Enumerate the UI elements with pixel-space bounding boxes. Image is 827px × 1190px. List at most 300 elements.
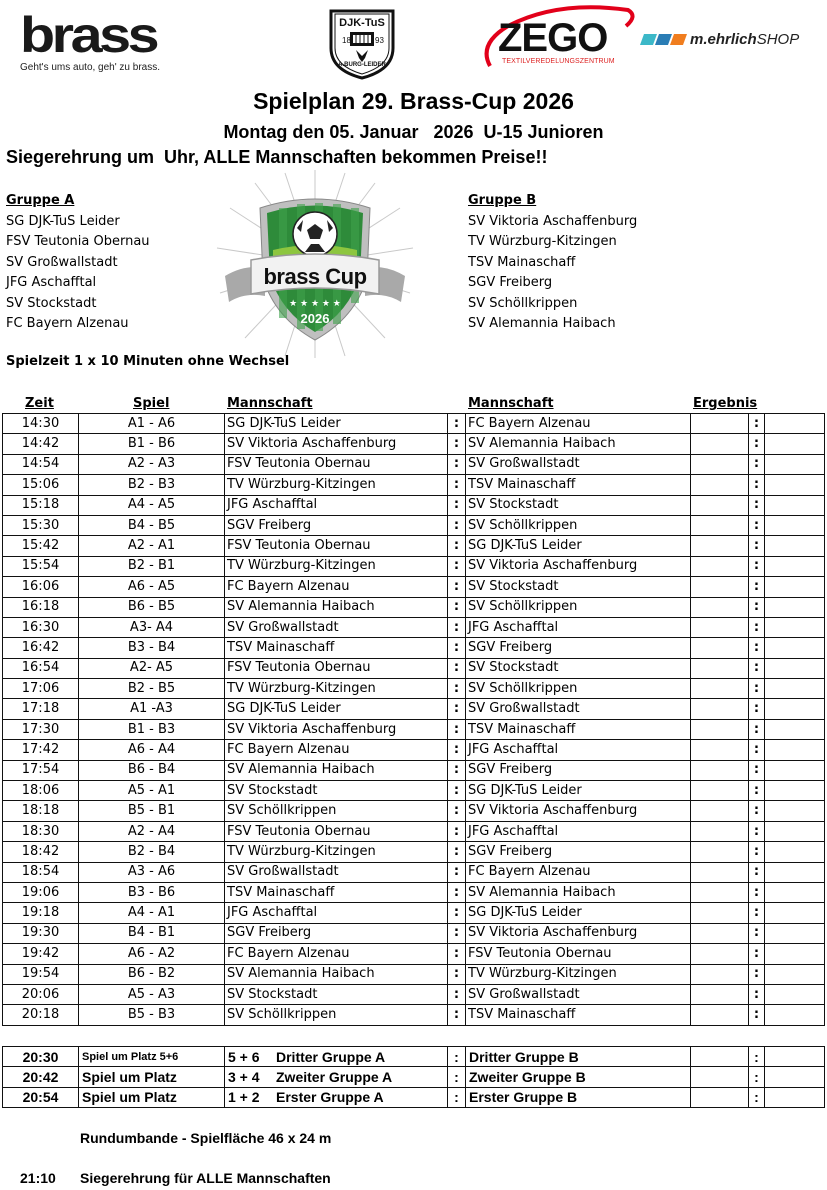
- away-score-cell[interactable]: [765, 638, 825, 658]
- match-pairing: A1 -A3: [79, 699, 225, 719]
- away-team: JFG Aschafftal: [466, 617, 691, 637]
- home-team: SV Großwallstadt: [225, 617, 448, 637]
- vs-separator: :: [448, 556, 466, 576]
- away-score-cell[interactable]: [765, 495, 825, 515]
- away-team: JFG Aschafftal: [466, 740, 691, 760]
- group-b-team: SV Alemannia Haibach: [468, 316, 616, 331]
- away-score-cell[interactable]: [765, 740, 825, 760]
- table-row: [3, 821, 825, 841]
- group-a-heading: Gruppe A: [6, 193, 75, 208]
- home-team: SV Alemannia Haibach: [225, 597, 448, 617]
- home-team: TV Würzburg-Kitzingen: [225, 842, 448, 862]
- group-a-team: FSV Teutonia Obernau: [6, 234, 150, 249]
- away-score-cell[interactable]: [765, 821, 825, 841]
- away-team: SV Alemannia Haibach: [466, 434, 691, 454]
- vs-separator: :: [448, 862, 466, 882]
- home-team: SG DJK-TuS Leider: [225, 414, 448, 434]
- score-separator: :: [749, 658, 765, 678]
- score-separator: :: [749, 495, 765, 515]
- match-time: 16:54: [3, 658, 79, 678]
- brass-cup-emblem: [215, 168, 415, 358]
- table-row: [3, 414, 825, 434]
- home-score-cell[interactable]: [691, 984, 749, 1004]
- ehrlich-name: m.ehrlich: [690, 31, 757, 48]
- table-row: [3, 842, 825, 862]
- match-pairing: A1 - A6: [79, 414, 225, 434]
- score-separator: :: [749, 882, 765, 902]
- table-row: [3, 1005, 825, 1025]
- home-score-cell[interactable]: [691, 495, 749, 515]
- score-separator: :: [749, 760, 765, 780]
- match-time: 19:42: [3, 944, 79, 964]
- home-team: TV Würzburg-Kitzingen: [225, 475, 448, 495]
- match-pairing: B3 - B6: [79, 882, 225, 902]
- away-team: SV Stockstadt: [466, 495, 691, 515]
- score-separator: :: [749, 475, 765, 495]
- match-time: 20:06: [3, 984, 79, 1004]
- match-pairing: A2 - A1: [79, 536, 225, 556]
- match-pairing: A4 - A5: [79, 495, 225, 515]
- away-score-cell[interactable]: [765, 923, 825, 943]
- match-pairing: B6 - B5: [79, 597, 225, 617]
- away-score-cell[interactable]: [765, 699, 825, 719]
- match-pairing: B5 - B3: [79, 1005, 225, 1025]
- match-pairing: B1 - B6: [79, 434, 225, 454]
- away-score-cell[interactable]: [765, 1047, 825, 1067]
- score-separator: :: [749, 862, 765, 882]
- table-row: [3, 882, 825, 902]
- vs-separator: :: [448, 454, 466, 474]
- away-score-cell[interactable]: [765, 781, 825, 801]
- finals-row: [3, 1087, 825, 1107]
- home-score-cell[interactable]: [691, 740, 749, 760]
- vs-separator: :: [448, 495, 466, 515]
- ceremony-time: 21:10: [20, 1170, 56, 1186]
- vs-separator: :: [448, 1005, 466, 1025]
- away-score-cell[interactable]: [765, 760, 825, 780]
- away-score-cell[interactable]: [765, 1067, 825, 1087]
- ehrlich-shop-logo: [642, 31, 799, 48]
- table-row: [3, 597, 825, 617]
- score-separator: :: [749, 536, 765, 556]
- home-team: SV Alemannia Haibach: [225, 760, 448, 780]
- column-header-result: Ergebnis: [693, 396, 758, 411]
- home-score-cell[interactable]: [691, 454, 749, 474]
- home-team: FC Bayern Alzenau: [225, 740, 448, 760]
- score-separator: :: [749, 944, 765, 964]
- home-score-cell[interactable]: [691, 923, 749, 943]
- away-score-cell[interactable]: [765, 903, 825, 923]
- svg-text:93: 93: [375, 36, 384, 45]
- vs-separator: :: [448, 414, 466, 434]
- vs-separator: :: [448, 1087, 466, 1107]
- away-team: SV Großwallstadt: [466, 699, 691, 719]
- vs-separator: :: [448, 882, 466, 902]
- table-row: [3, 434, 825, 454]
- away-score-cell[interactable]: [765, 536, 825, 556]
- away-score-cell[interactable]: [765, 801, 825, 821]
- score-separator: :: [749, 414, 765, 434]
- match-time: 18:18: [3, 801, 79, 821]
- home-team: SV Großwallstadt: [225, 862, 448, 882]
- match-time: 15:42: [3, 536, 79, 556]
- score-separator: :: [749, 597, 765, 617]
- djk-crest-top-text: DJK-TuS: [339, 17, 385, 29]
- match-time: 14:42: [3, 434, 79, 454]
- table-row: [3, 964, 825, 984]
- score-separator: :: [749, 617, 765, 637]
- home-team: SV Stockstadt: [225, 984, 448, 1004]
- table-row: [3, 801, 825, 821]
- away-team: SG DJK-TuS Leider: [466, 903, 691, 923]
- score-separator: :: [749, 638, 765, 658]
- group-b-team: TV Würzburg-Kitzingen: [468, 234, 617, 249]
- score-separator: :: [749, 1005, 765, 1025]
- table-row: [3, 556, 825, 576]
- vs-separator: :: [448, 475, 466, 495]
- match-pairing: A3- A4: [79, 617, 225, 637]
- final-home-team: Dritter Gruppe A: [276, 1048, 386, 1065]
- home-score-cell[interactable]: [691, 719, 749, 739]
- away-score-cell[interactable]: [765, 882, 825, 902]
- home-score-cell[interactable]: [691, 658, 749, 678]
- vs-separator: :: [448, 699, 466, 719]
- vs-separator: :: [448, 658, 466, 678]
- match-pairing: A6 - A2: [79, 944, 225, 964]
- match-time: 19:06: [3, 882, 79, 902]
- away-score-cell[interactable]: [765, 842, 825, 862]
- final-home-team: Zweiter Gruppe A: [276, 1069, 393, 1086]
- score-separator: :: [749, 719, 765, 739]
- match-pairing: B3 - B4: [79, 638, 225, 658]
- home-team: FSV Teutonia Obernau: [225, 454, 448, 474]
- away-score-cell[interactable]: [765, 414, 825, 434]
- vs-separator: :: [448, 760, 466, 780]
- home-score-cell[interactable]: [691, 801, 749, 821]
- away-team: SV Großwallstadt: [466, 454, 691, 474]
- score-separator: :: [749, 842, 765, 862]
- home-score-cell[interactable]: [691, 434, 749, 454]
- home-team: SGV Freiberg: [225, 515, 448, 535]
- home-team: SV Stockstadt: [225, 781, 448, 801]
- final-home: [225, 1087, 448, 1107]
- away-score-cell[interactable]: [765, 964, 825, 984]
- final-label: Spiel um Platz 5+6: [79, 1047, 225, 1067]
- home-team: FC Bayern Alzenau: [225, 944, 448, 964]
- vs-separator: :: [448, 984, 466, 1004]
- table-row: [3, 475, 825, 495]
- page-subtitle: Montag den 05. Januar 2026 U-15 Junioren: [223, 122, 604, 142]
- match-pairing: A3 - A6: [79, 862, 225, 882]
- vs-separator: :: [448, 434, 466, 454]
- home-score-cell[interactable]: [691, 679, 749, 699]
- table-row: [3, 658, 825, 678]
- svg-text:A.BURG-LEIDER: A.BURG-LEIDER: [338, 62, 386, 68]
- vs-separator: :: [448, 740, 466, 760]
- final-away-team: Erster Gruppe B: [466, 1087, 691, 1107]
- home-team: JFG Aschafftal: [225, 495, 448, 515]
- brass-logo: [20, 7, 180, 73]
- page-title: Spielplan 29. Brass-Cup 2026: [253, 88, 574, 114]
- vs-separator: :: [448, 536, 466, 556]
- home-team: TSV Mainaschaff: [225, 638, 448, 658]
- away-team: TSV Mainaschaff: [466, 475, 691, 495]
- match-pairing: B6 - B2: [79, 964, 225, 984]
- score-separator: :: [749, 740, 765, 760]
- svg-text:18: 18: [342, 36, 351, 45]
- away-score-cell[interactable]: [765, 556, 825, 576]
- match-time: 15:30: [3, 515, 79, 535]
- away-score-cell[interactable]: [765, 1087, 825, 1107]
- match-pairing: B4 - B5: [79, 515, 225, 535]
- match-pairing: B2 - B1: [79, 556, 225, 576]
- away-score-cell[interactable]: [765, 658, 825, 678]
- vs-separator: :: [448, 617, 466, 637]
- group-a-team: JFG Aschafftal: [6, 275, 97, 290]
- home-score-cell[interactable]: [691, 638, 749, 658]
- vs-separator: :: [448, 964, 466, 984]
- table-row: [3, 617, 825, 637]
- score-separator: :: [749, 454, 765, 474]
- home-team: TV Würzburg-Kitzingen: [225, 556, 448, 576]
- away-score-cell[interactable]: [765, 434, 825, 454]
- score-separator: :: [749, 964, 765, 984]
- match-pairing: A5 - A3: [79, 984, 225, 1004]
- column-header-game: Spiel: [133, 396, 170, 411]
- match-time: 15:54: [3, 556, 79, 576]
- group-b-team: SGV Freiberg: [468, 275, 553, 290]
- ehrlich-bar-orange: [670, 34, 687, 45]
- group-b-list: [468, 191, 637, 335]
- home-score-cell[interactable]: [691, 1067, 749, 1087]
- away-score-cell[interactable]: [765, 617, 825, 637]
- home-score-cell[interactable]: [691, 1005, 749, 1025]
- away-team: SV Stockstadt: [466, 658, 691, 678]
- away-score-cell[interactable]: [765, 475, 825, 495]
- match-time: 16:30: [3, 617, 79, 637]
- final-home: [225, 1067, 448, 1087]
- match-pairing: B4 - B1: [79, 923, 225, 943]
- final-home: [225, 1047, 448, 1067]
- home-team: SGV Freiberg: [225, 923, 448, 943]
- group-b-team: TSV Mainaschaff: [468, 254, 576, 270]
- away-team: SV Viktoria Aschaffenburg: [466, 556, 691, 576]
- score-separator: :: [749, 515, 765, 535]
- match-time: 19:54: [3, 964, 79, 984]
- vs-separator: :: [448, 781, 466, 801]
- vs-separator: :: [448, 1047, 466, 1067]
- home-score-cell[interactable]: [691, 597, 749, 617]
- home-score-cell[interactable]: [691, 556, 749, 576]
- home-score-cell[interactable]: [691, 617, 749, 637]
- cup-emblem-year: 2026: [300, 311, 330, 326]
- group-b-heading: Gruppe B: [468, 193, 537, 208]
- column-header-time: Zeit: [25, 396, 54, 411]
- home-score-cell[interactable]: [691, 781, 749, 801]
- final-time: 20:42: [3, 1067, 79, 1087]
- match-time: 19:18: [3, 903, 79, 923]
- match-pairing: A6 - A4: [79, 740, 225, 760]
- score-separator: :: [749, 1067, 765, 1087]
- brass-logo-tagline: Geht's ums auto, geh' zu brass.: [20, 62, 160, 73]
- match-pairing: B5 - B1: [79, 801, 225, 821]
- home-team: FSV Teutonia Obernau: [225, 536, 448, 556]
- match-time: 16:06: [3, 577, 79, 597]
- away-team: TSV Mainaschaff: [466, 719, 691, 739]
- ceremony-text: Siegerehrung für ALLE Mannschaften: [80, 1170, 331, 1186]
- final-time: 20:30: [3, 1047, 79, 1067]
- vs-separator: :: [448, 903, 466, 923]
- away-score-cell[interactable]: [765, 1005, 825, 1025]
- score-separator: :: [749, 821, 765, 841]
- match-time: 17:06: [3, 679, 79, 699]
- home-team: SV Viktoria Aschaffenburg: [225, 434, 448, 454]
- away-score-cell[interactable]: [765, 515, 825, 535]
- table-row: [3, 699, 825, 719]
- match-time: 18:42: [3, 842, 79, 862]
- match-time: 20:18: [3, 1005, 79, 1025]
- match-time: 17:54: [3, 760, 79, 780]
- match-time: 18:54: [3, 862, 79, 882]
- away-team: SV Schöllkrippen: [466, 597, 691, 617]
- match-time: 18:30: [3, 821, 79, 841]
- home-team: JFG Aschafftal: [225, 903, 448, 923]
- home-score-cell[interactable]: [691, 699, 749, 719]
- final-away-team: Dritter Gruppe B: [466, 1047, 691, 1067]
- match-pairing: B1 - B3: [79, 719, 225, 739]
- vs-separator: :: [448, 1067, 466, 1087]
- home-score-cell[interactable]: [691, 882, 749, 902]
- vs-separator: :: [448, 638, 466, 658]
- cup-emblem-stars: ★ ★ ★ ★ ★: [289, 299, 341, 309]
- home-team: SG DJK-TuS Leider: [225, 699, 448, 719]
- table-row: [3, 740, 825, 760]
- vs-separator: :: [448, 679, 466, 699]
- away-score-cell[interactable]: [765, 679, 825, 699]
- column-header-team2: Mannschaft: [468, 396, 554, 411]
- award-notice: Siegerehrung um Uhr, ALLE Mannschaften bekommen Preise!!: [6, 147, 548, 167]
- match-time: 17:30: [3, 719, 79, 739]
- score-separator: :: [749, 923, 765, 943]
- match-pairing: A2 - A4: [79, 821, 225, 841]
- away-team: SV Großwallstadt: [466, 984, 691, 1004]
- away-score-cell[interactable]: [765, 862, 825, 882]
- home-score-cell[interactable]: [691, 515, 749, 535]
- away-score-cell[interactable]: [765, 719, 825, 739]
- table-row: [3, 454, 825, 474]
- match-time: 18:06: [3, 781, 79, 801]
- zego-logo-sub: TEXTILVEREDELUNGSZENTRUM: [502, 58, 615, 65]
- away-team: SV Schöllkrippen: [466, 515, 691, 535]
- table-row: [3, 862, 825, 882]
- vs-separator: :: [448, 577, 466, 597]
- match-pairing: A4 - A1: [79, 903, 225, 923]
- home-team: TV Würzburg-Kitzingen: [225, 679, 448, 699]
- final-places: 3 + 4: [228, 1069, 260, 1086]
- group-b-team: SV Viktoria Aschaffenburg: [468, 213, 638, 229]
- finals-row: [3, 1047, 825, 1067]
- zego-logo: [478, 4, 638, 76]
- away-team: SGV Freiberg: [466, 842, 691, 862]
- home-team: SV Schöllkrippen: [225, 1005, 448, 1025]
- away-team: SV Alemannia Haibach: [466, 882, 691, 902]
- home-score-cell[interactable]: [691, 944, 749, 964]
- match-pairing: B2 - B3: [79, 475, 225, 495]
- vs-separator: :: [448, 515, 466, 535]
- group-a-team: SV Großwallstadt: [6, 254, 118, 270]
- away-team: SGV Freiberg: [466, 638, 691, 658]
- away-score-cell[interactable]: [765, 454, 825, 474]
- vs-separator: :: [448, 944, 466, 964]
- home-score-cell[interactable]: [691, 536, 749, 556]
- home-score-cell[interactable]: [691, 760, 749, 780]
- match-pairing: A2 - A3: [79, 454, 225, 474]
- score-separator: :: [749, 577, 765, 597]
- score-separator: :: [749, 679, 765, 699]
- home-score-cell[interactable]: [691, 1087, 749, 1107]
- away-score-cell[interactable]: [765, 597, 825, 617]
- match-pairing: A5 - A1: [79, 781, 225, 801]
- score-separator: :: [749, 699, 765, 719]
- away-score-cell[interactable]: [765, 944, 825, 964]
- away-score-cell[interactable]: [765, 984, 825, 1004]
- final-label: Spiel um Platz: [79, 1067, 225, 1087]
- away-score-cell[interactable]: [765, 577, 825, 597]
- final-time: 20:54: [3, 1087, 79, 1107]
- away-team: FC Bayern Alzenau: [466, 414, 691, 434]
- away-team: FC Bayern Alzenau: [466, 862, 691, 882]
- home-score-cell[interactable]: [691, 821, 749, 841]
- home-score-cell[interactable]: [691, 414, 749, 434]
- table-row: [3, 903, 825, 923]
- home-team: FSV Teutonia Obernau: [225, 821, 448, 841]
- match-pairing: A6 - A5: [79, 577, 225, 597]
- home-score-cell[interactable]: [691, 577, 749, 597]
- finals-table: [2, 1046, 825, 1108]
- away-team: SV Viktoria Aschaffenburg: [466, 923, 691, 943]
- table-row: [3, 984, 825, 1004]
- away-team: SG DJK-TuS Leider: [466, 536, 691, 556]
- home-score-cell[interactable]: [691, 862, 749, 882]
- score-separator: :: [749, 1087, 765, 1107]
- away-team: SV Viktoria Aschaffenburg: [466, 801, 691, 821]
- match-pairing: B6 - B4: [79, 760, 225, 780]
- final-places: 5 + 6: [228, 1048, 260, 1065]
- group-b-team: SV Schöllkrippen: [468, 295, 578, 311]
- finals-row: [3, 1067, 825, 1087]
- home-score-cell[interactable]: [691, 475, 749, 495]
- ceremony-info: [20, 1170, 331, 1186]
- score-separator: :: [749, 434, 765, 454]
- vs-separator: :: [448, 719, 466, 739]
- home-team: SV Alemannia Haibach: [225, 964, 448, 984]
- score-separator: :: [749, 903, 765, 923]
- home-score-cell[interactable]: [691, 903, 749, 923]
- home-score-cell[interactable]: [691, 1047, 749, 1067]
- group-a-list: [6, 191, 150, 335]
- table-row: [3, 781, 825, 801]
- table-row: [3, 719, 825, 739]
- final-home-team: Erster Gruppe A: [276, 1089, 384, 1106]
- away-team: SV Stockstadt: [466, 577, 691, 597]
- table-row: [3, 495, 825, 515]
- table-row: [3, 923, 825, 943]
- home-score-cell[interactable]: [691, 964, 749, 984]
- cup-emblem-word: brass Cup: [263, 264, 367, 289]
- match-time: 14:30: [3, 414, 79, 434]
- away-team: FSV Teutonia Obernau: [466, 944, 691, 964]
- home-score-cell[interactable]: [691, 842, 749, 862]
